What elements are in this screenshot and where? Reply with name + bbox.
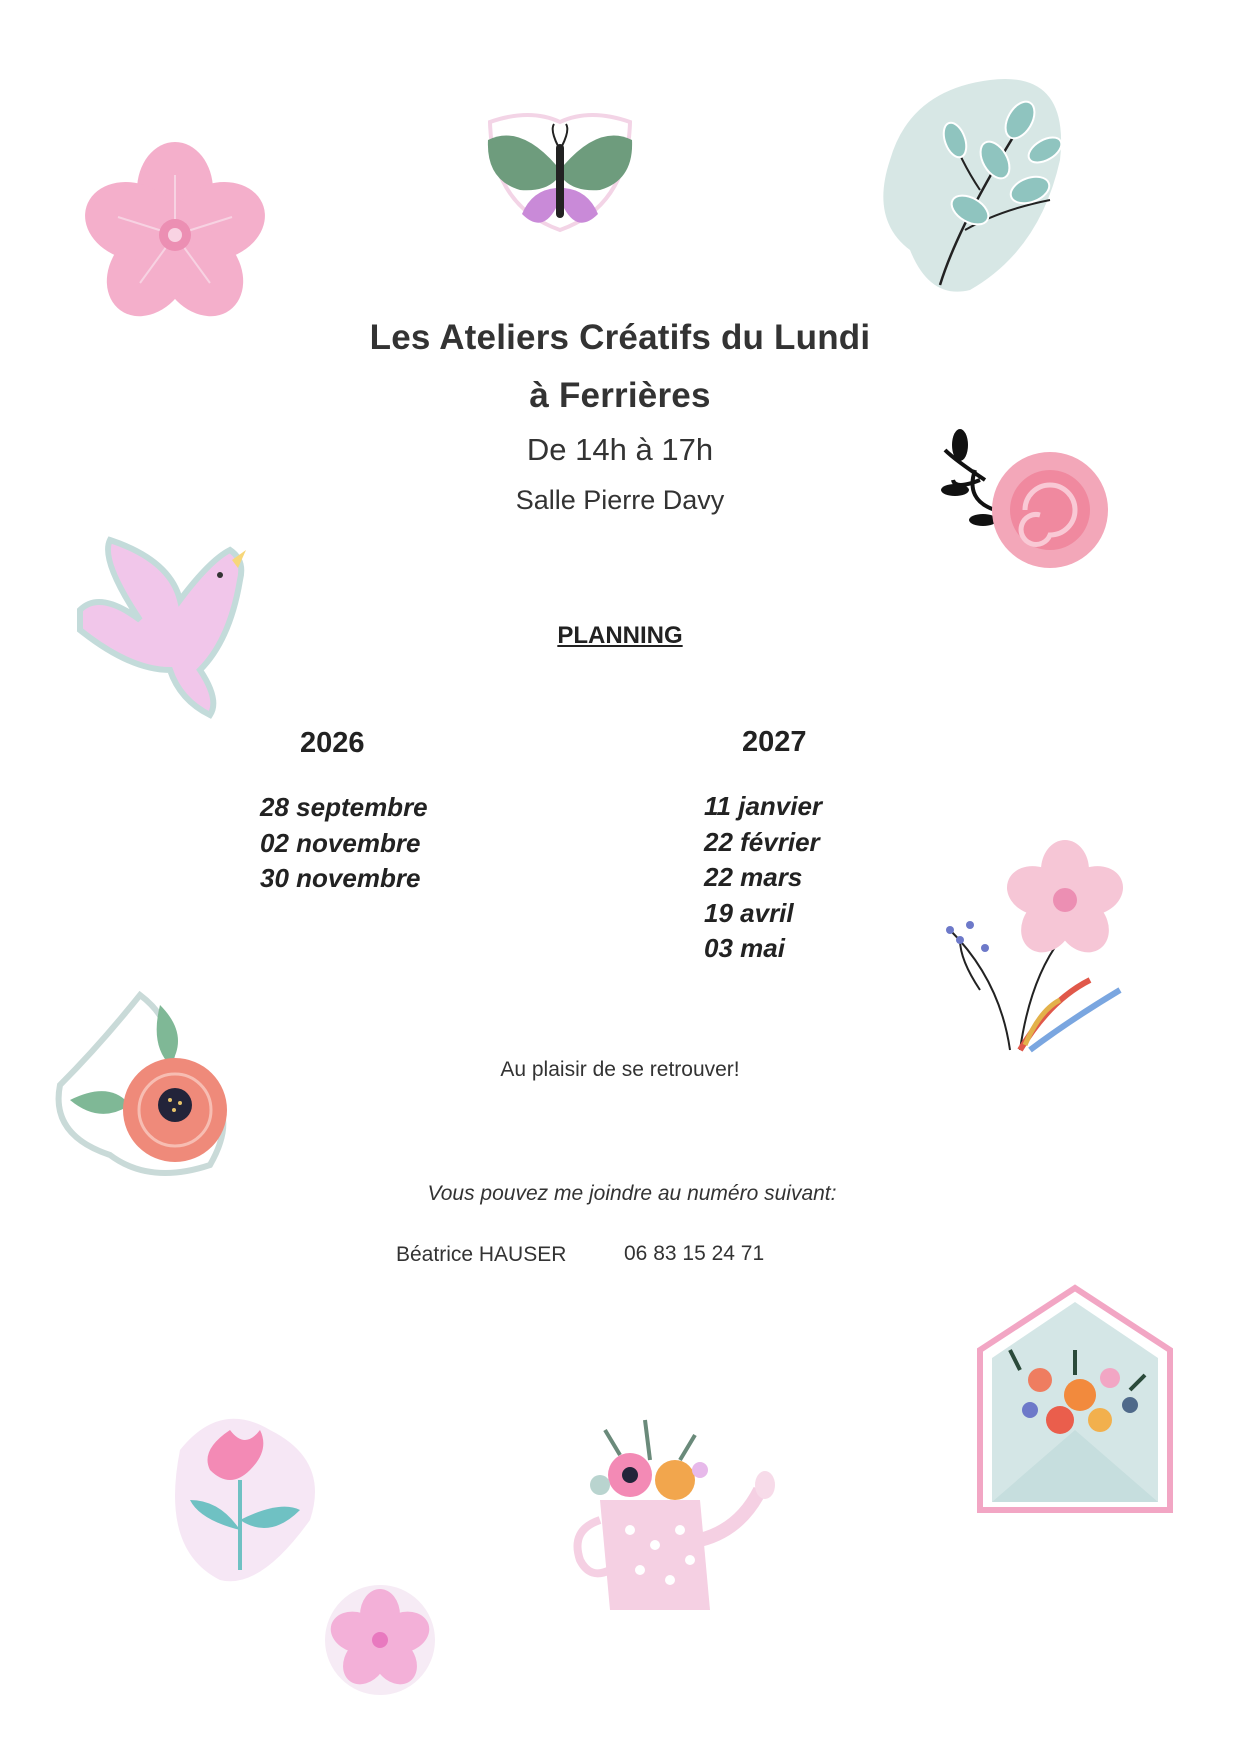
watering-can-icon [560,1400,790,1640]
list-item: 19 avril [704,897,794,928]
contact-note: Vous pouvez me joindre au numéro suivant: [427,1182,837,1205]
bird-icon [70,520,260,720]
list-item: 30 novembre [260,863,421,893]
venue-line: Salle Pierre Davy [515,485,725,515]
year-2026: 2026 [300,727,365,759]
list-item: 03 mai [704,933,785,963]
location-line: à Ferrières [529,376,711,415]
list-item: 22 février [704,826,820,857]
envelope-bouquet-icon [970,1280,1180,1520]
dates-list-2027 [704,789,822,967]
list-item: 22 mars [704,862,803,892]
butterfly-icon [470,110,650,260]
contact-name: Béatrice HAUSER [396,1243,567,1266]
pink-flower-icon [80,140,270,330]
hours-line: De 14h à 17h [526,432,714,467]
poppy-icon [50,985,250,1185]
leafy-branch-icon [870,70,1080,300]
wildflower-bouquet-icon [940,830,1140,1060]
list-item: 11 janvier [704,791,823,821]
contact-phone: 06 83 15 24 71 [624,1242,765,1265]
page-title: Les Ateliers Créatifs du Lundi [369,318,871,357]
hibiscus-icon [315,1580,445,1700]
list-item: 02 novembre [260,827,421,858]
planning-heading: PLANNING [557,622,683,649]
list-item: 28 septembre [260,792,428,822]
dates-list-2026 [260,790,428,897]
tulip-icon [160,1410,330,1590]
year-2027: 2027 [742,726,807,758]
closing-message: Au plaisir de se retrouver! [500,1058,740,1081]
